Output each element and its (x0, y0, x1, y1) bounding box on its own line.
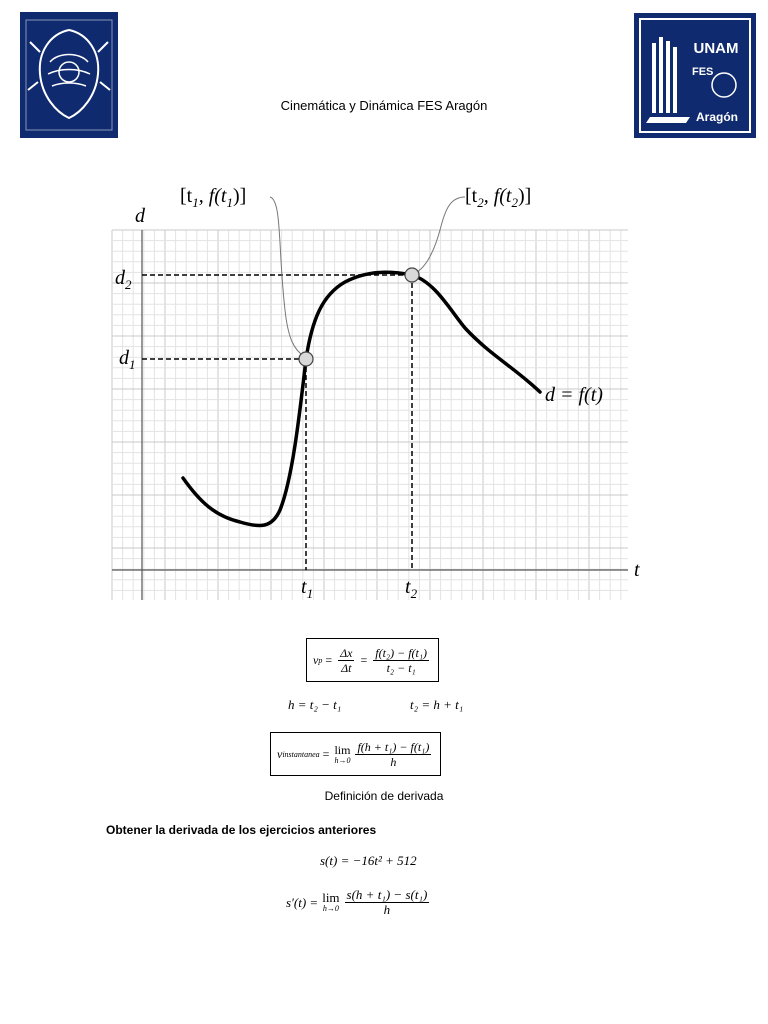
s-of-t-definition: s(t) = −16t² + 512 (320, 853, 417, 868)
instantaneous-velocity-equation: v instantanea = lim h→0 $\frac{\text{f(h + t₁) − f(t₁)}}{h}$ (270, 732, 441, 776)
average-velocity-equation: v p = $\frac{\Delta x}{\Delta t}$ = $\frac{\text{f(t₂) − f(t₁)}}{\text{t₂ − t₁}}$ (306, 638, 439, 682)
grid (112, 230, 628, 600)
t1-label: $t_1$ (301, 576, 314, 601)
h-definition: h = t₂ − t₁ (288, 697, 342, 712)
t2-label: $t_2$ (405, 576, 418, 601)
point-t2 (405, 268, 419, 282)
curve-label: d = f(t) (545, 384, 603, 406)
fes-aragon-logo (634, 13, 756, 138)
d2-label: $d_2$ (115, 267, 132, 292)
position-time-figure (100, 170, 680, 610)
exercise-heading: Obtener la derivada de los ejercicios anteriores (106, 823, 377, 837)
point1-label: [$t_1$, $f(t_1)$] (180, 185, 247, 210)
point2-label: [$t_2$, $f(t_2)$] (465, 185, 532, 210)
caption-definition: Definición de derivada (324, 789, 444, 803)
page-header-title: Cinemática y Dinámica FES Aragón (280, 98, 488, 113)
point-t1 (299, 352, 313, 366)
y-axis-label: d (135, 205, 145, 227)
svg-text:Aragón: Aragón (696, 110, 738, 124)
unam-crest-logo (20, 12, 118, 138)
d1-label: $d_1$ (119, 347, 136, 372)
t2-definition: t₂ = h + t₁ (410, 697, 464, 712)
point2-leader-line (414, 197, 465, 274)
x-axis-label: t (634, 559, 640, 581)
svg-text:UNAM: UNAM (693, 40, 739, 57)
unam-crest-icon (20, 12, 118, 138)
svg-text:FES: FES (692, 66, 714, 78)
s-prime-equation: s′(t) = lim h→0 $\frac{\text{s(h + t₁) − s(t₁)}}{h}$ (286, 887, 428, 917)
curve-d-equals-f-of-t (183, 272, 540, 525)
fes-aragon-logo-icon (634, 13, 756, 138)
point1-leader-line (270, 197, 304, 356)
